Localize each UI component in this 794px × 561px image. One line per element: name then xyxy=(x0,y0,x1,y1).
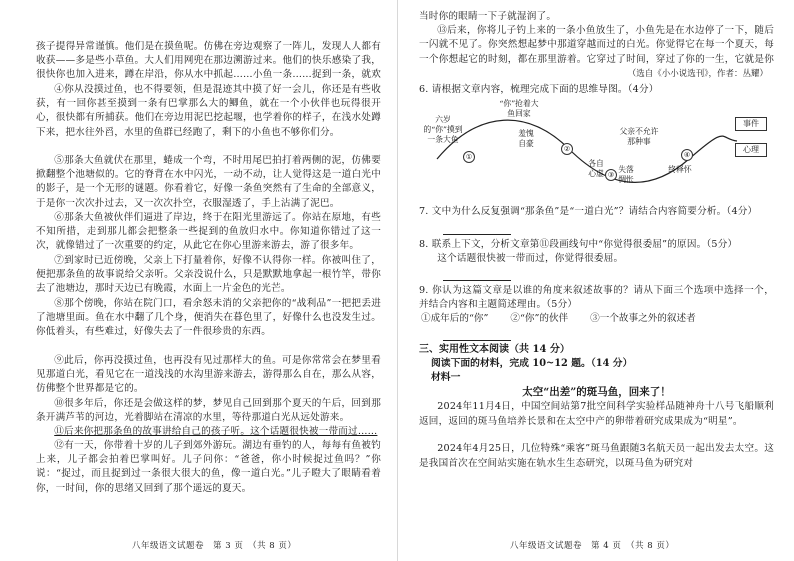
answer-line xyxy=(443,226,511,235)
question-6: 6. 请根据文章内容，梳理完成下面的思维导图。（4分） xyxy=(419,84,659,96)
paragraph xyxy=(36,425,381,439)
option-2: ②“你”的伙伴 xyxy=(510,313,569,325)
paragraph: ⑬后来，你将儿子钓上来的一条小鱼放生了，小鱼先是在水边停了一下，随后一闪就不见了。你突然想起梦中那道穿越而过的白光。你觉得它在每一个夏天，每一个你想起它的时刻，都在那里游着。它穿过了时间，穿过了你的一生，它就是你 xyxy=(419,25,774,65)
node-label: 各自心虚 xyxy=(588,159,604,179)
article-title: 太空“出差”的斑马鱼，回来了！ xyxy=(522,386,671,399)
source-note: （选自《小小说选刊》，作者：丛耀） xyxy=(627,69,768,80)
page-footer: 八年级语文试题卷 第 4 页 （共 8 页） xyxy=(510,541,675,551)
section-heading: 三、实用性文本阅读（共 14 分） xyxy=(419,344,570,356)
paragraph: ⑫有一天，你带着十岁的儿子到郊外游玩。湖边有垂钓的人，每每有鱼被钓上来，儿子都会拍着巴掌叫好。儿子问你：“爸爸，你小时候捉过鱼吗？”你说：“捉过，而且捉到过一条很大很大的鱼，像一道白光。”儿子瞪大了眼睛看着你，一时间，你的思绪又回到了那个遥远的夏天。 xyxy=(36,440,381,494)
paragraph: ⑦到家时已近傍晚，父亲上下打量着你，好像不认得你一样。你被叫住了，便把那条鱼的故事说给父亲听。父亲没说什么，只是默默地拿起一根竹竿，带你去了池塘边，那时天边已有晚霞，水面上一片金色的光芒。 xyxy=(36,255,381,295)
mind-map xyxy=(419,99,774,199)
paragraph: ⑩很多年后，你还是会做这样的梦，梦见自己回到那个夏天的午后，回到那条开满芦苇的河边，光着脚站在清凉的水里，等待那道白光从远处游来。 xyxy=(36,398,381,424)
node-label: “你”抢着大鱼回家 xyxy=(499,99,539,119)
exam-page-4 xyxy=(397,0,794,561)
node-label: 羞愧自豪 xyxy=(518,129,534,149)
node-label: 父亲不允许那种事 xyxy=(619,127,659,147)
paragraph: ⑥那条大鱼被伙伴们逼进了岸边，终于在阳光里游远了。你站在原地，有些不知所措，走到那儿都会把整条一些捉到的鱼放归水中。你知道你错过了这一次，就像错过了一次重要的约定，从此它在你心里游来游去，游了很多年。 xyxy=(36,212,381,252)
underlined-sentence: ⑪后来你把那条鱼的故事讲给自己的孩子听。这个话题很快被一带而过…… xyxy=(54,426,378,437)
mind-map-curve xyxy=(419,99,774,199)
paragraph: ⑤那条大鱼就伏在那里，蜷成一个弯，不时用尾巴拍打着两侧的泥，仿佛要掀翻整个池塘似的。它的脊背在水中闪光，一动不动，让人觉得这是一道白光中的影子，是一个无形的谜题。你看着它，好像一条鱼突然有了生命的全部意义，于是你一次次扑过去，又一次次扑空，衣服湿透了，手上沾满了泥巴。 xyxy=(36,155,381,209)
blank-3: ③ xyxy=(605,169,617,181)
paragraph: ④你从没摸过鱼，也不得要领，但是混迹其中摸了好一会儿，你还是有些收获，有一回你甚至摸到一条有巴掌那么大的鲫鱼，就在一个小伙伴也玩得很开心，很快都有所捕获。他们在旁边用泥巴挖起堰，也学着你的样子，在浅水处蹲下来，把水往外舀，水里的鱼群已经跑了，剩下的小鱼也不够你们分。 xyxy=(36,84,381,138)
question-9-options xyxy=(419,312,774,326)
question-8: 8. 联系上下文，分析文章第⑪段画线句中“你觉得很委屈”的原因。（5分） xyxy=(419,238,738,250)
paragraph: ⑨此后，你再没摸过鱼，也再没有见过那样大的鱼。可是你常常会在梦里看见那道白光，看见它在一道浅浅的水沟里游来游去，游得那么自在，那么从容，仿佛整个世界都是它的。 xyxy=(36,355,381,395)
node-label: 终释怀 xyxy=(668,165,692,175)
option-1: ①成年后的“你” xyxy=(421,313,489,325)
page-footer: 八年级语文试题卷 第 3 页 （共 8 页） xyxy=(132,541,297,551)
blank-2: ② xyxy=(561,143,573,155)
article-paragraph: 2024年4月25日，几位特殊“乘客”斑马鱼跟随3名航天员一起出发去太空。这是我国首次在空间站实施在轨水生生态研究，以斑马鱼为研究对 xyxy=(419,443,774,469)
paragraph: 当时你的眼睛一下子就湿润了。 xyxy=(419,11,557,22)
node-label: 失落惆怅 xyxy=(618,165,634,185)
section-instructions: 阅读下面的材料，完成 10~12 题。（14 分） xyxy=(431,358,633,370)
question-7: 7. 文中为什么反复强调“那条鱼”是“一道白光”？请结合内容简要分析。（4分） xyxy=(419,206,758,218)
blank-1: ① xyxy=(463,151,475,163)
question-9: 9. 你认为这篇文章是以谁的角度来叙述故事的？请从下面三个选项中选择一个，并结合内容和主题简述理由。（5分） xyxy=(419,285,774,311)
answer-line xyxy=(443,272,511,281)
paragraph: 孩子提得异常谨慎。他们是在摸鱼呢。仿佛在旁边观察了一阵儿，发现人人都有收获——多是些小草鱼。大人们用网兜在那边溯游过来。他们的快乐感染了我，很快你也加入进来，蹲在岸沿，你从水中抓起……小鱼一条……捉到一条，就欢 xyxy=(36,41,381,81)
event-box: 事件 xyxy=(735,117,767,131)
article-paragraph: 2024年11月4日，中国空间站第7批空间科学实验样品随神舟十八号飞船顺利返回，返回的斑马鱼培养长景和在太空中产的卵带着研究成果成为“明星”。 xyxy=(419,401,774,427)
node-label: 六岁的“你”摸到一条大鱼 xyxy=(423,115,463,145)
answer-line xyxy=(443,332,511,341)
mind-box: 心理 xyxy=(735,143,767,157)
question-8-quote: 这个话题很快被一带而过，你觉得很委屈。 xyxy=(437,252,624,264)
blank-4: ④ xyxy=(681,149,693,161)
paragraph: ⑧那个傍晚，你站在院门口，看余怒未消的父亲把你的“战利品”一把把丢进了池塘里面。鱼在水中翻了几个身，便消失在暮色里了，好像什么也没发生过。你低着头，有些难过，好像失去了一件很珍贵的东西。 xyxy=(36,298,381,338)
material-label: 材料一 xyxy=(431,372,461,384)
option-3: ③一个故事之外的叙述者 xyxy=(590,313,696,325)
